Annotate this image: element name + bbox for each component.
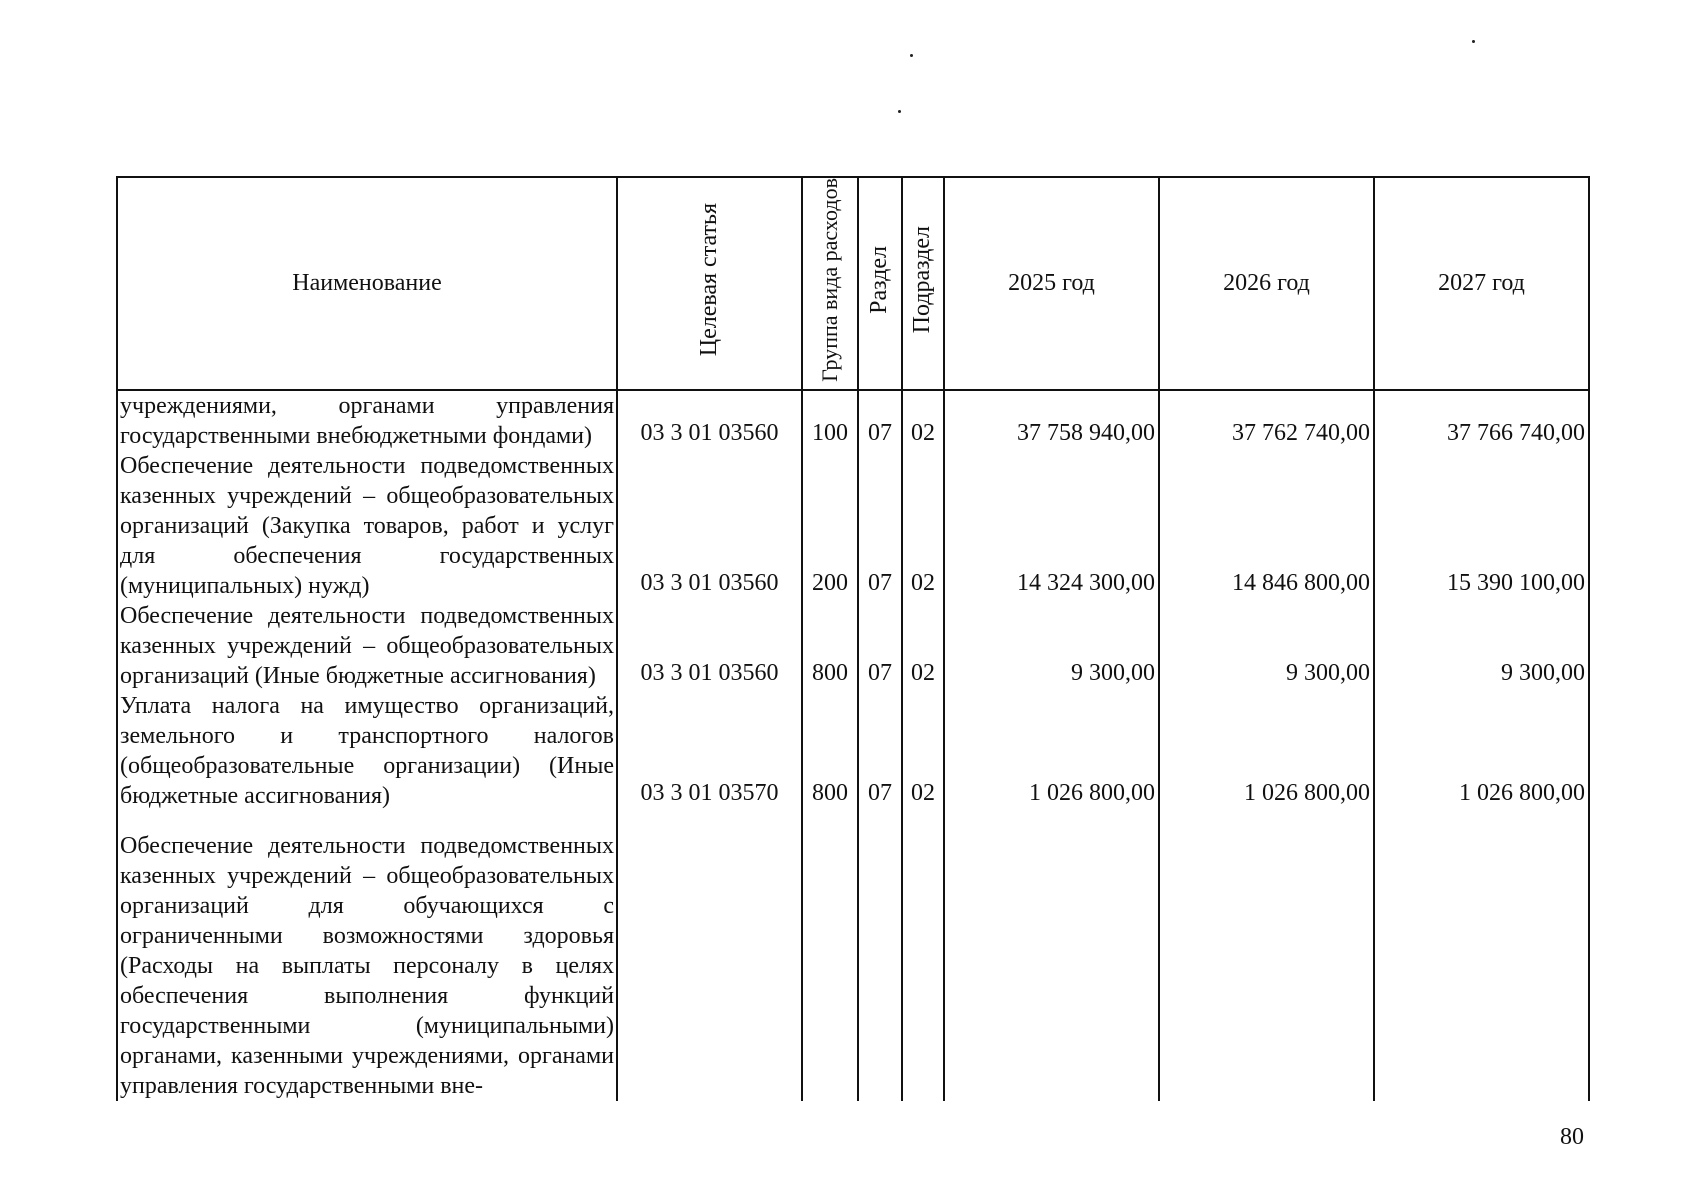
- row-target-article: 03 3 01 03560: [617, 390, 802, 451]
- row-section: [858, 811, 902, 1101]
- row-amount-2026: 14 846 800,00: [1159, 451, 1374, 601]
- budget-table: [116, 176, 1590, 1101]
- row-expense-group: 800: [802, 691, 858, 811]
- row-section: 07: [858, 451, 902, 601]
- row-amount-2027: 1 026 800,00: [1374, 691, 1589, 811]
- header-2025: 2025 год: [944, 177, 1159, 390]
- row-amount-2026: 9 300,00: [1159, 601, 1374, 691]
- row-section: 07: [858, 601, 902, 691]
- row-subsection: [902, 811, 944, 1101]
- row-amount-2026: 1 026 800,00: [1159, 691, 1374, 811]
- row-subsection: 02: [902, 451, 944, 601]
- scan-speck: [1472, 40, 1475, 43]
- table-row: [117, 390, 1589, 451]
- row-amount-2025: [944, 811, 1159, 1101]
- row-amount-2027: [1374, 811, 1589, 1101]
- row-expense-group: 200: [802, 451, 858, 601]
- header-2027: 2027 год: [1374, 177, 1589, 390]
- row-section: 07: [858, 691, 902, 811]
- row-subsection: 02: [902, 390, 944, 451]
- header-section: Раздел: [858, 177, 902, 390]
- scan-speck: [910, 54, 913, 57]
- row-amount-2026: 37 762 740,00: [1159, 390, 1374, 451]
- row-expense-group: 800: [802, 601, 858, 691]
- row-expense-group: [802, 811, 858, 1101]
- table-row: [117, 811, 1589, 1101]
- row-amount-2026: [1159, 811, 1374, 1101]
- table-row: [117, 691, 1589, 811]
- row-section: 07: [858, 390, 902, 451]
- row-target-article: 03 3 01 03560: [617, 601, 802, 691]
- table-row: [117, 601, 1589, 691]
- row-amount-2025: 14 324 300,00: [944, 451, 1159, 601]
- header-row: [117, 177, 1589, 390]
- header-target-article: Целевая статья: [617, 177, 802, 390]
- header-subsection: Подраздел: [902, 177, 944, 390]
- row-amount-2027: 9 300,00: [1374, 601, 1589, 691]
- page-number: 80: [1560, 1124, 1584, 1150]
- row-name: учреждениями, органами управления государственными внебюджетными фондами): [117, 390, 617, 451]
- row-target-article: 03 3 01 03570: [617, 691, 802, 811]
- table-row: [117, 451, 1589, 601]
- row-subsection: 02: [902, 601, 944, 691]
- header-2026: 2026 год: [1159, 177, 1374, 390]
- scan-speck: [898, 110, 901, 113]
- row-expense-group: 100: [802, 390, 858, 451]
- row-target-article: 03 3 01 03560: [617, 451, 802, 601]
- row-amount-2025: 9 300,00: [944, 601, 1159, 691]
- row-amount-2025: 37 758 940,00: [944, 390, 1159, 451]
- row-name: Обеспечение деятельности подведомственных казенных учреждений – общеобразовательных организаций (Закупка товаров, работ и услуг для обеспечения государственных (муниципальных) нужд): [117, 451, 617, 601]
- row-name: Обеспечение деятельности подведомственных казенных учреждений – общеобразовательных организаций для обучающихся с ограниченными возможностями здоровья (Расходы на выплаты персоналу в целях обеспечения выполнения функций государственными (муниципальными) органами, казенными учреждениями, органами управления государственными вне-: [117, 811, 617, 1101]
- header-expense-group: Группа вида расходов: [802, 177, 858, 390]
- row-amount-2027: 37 766 740,00: [1374, 390, 1589, 451]
- header-name: Наименование: [117, 177, 617, 390]
- row-target-article: [617, 811, 802, 1101]
- row-subsection: 02: [902, 691, 944, 811]
- row-name: Уплата налога на имущество организаций, земельного и транспортного налогов (общеобразовательные организации) (Иные бюджетные ассигнования): [117, 691, 617, 811]
- row-amount-2025: 1 026 800,00: [944, 691, 1159, 811]
- row-name: Обеспечение деятельности подведомственных казенных учреждений – общеобразовательных организаций (Иные бюджетные ассигнования): [117, 601, 617, 691]
- row-amount-2027: 15 390 100,00: [1374, 451, 1589, 601]
